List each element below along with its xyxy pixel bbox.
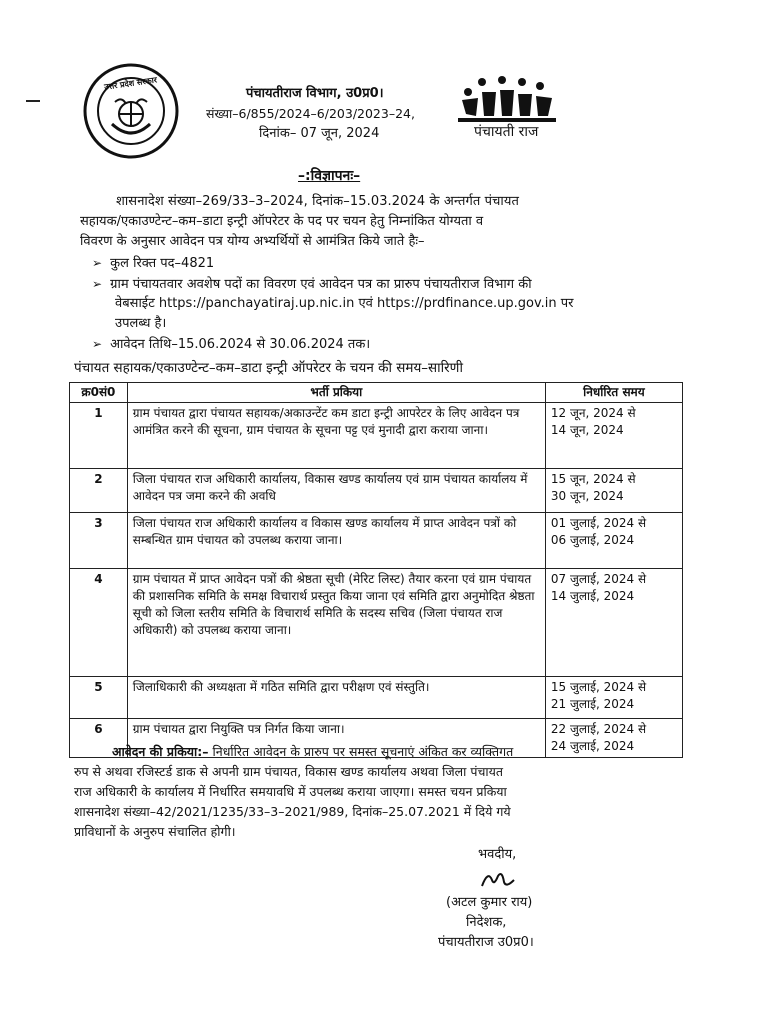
selection-schedule-table [69, 382, 683, 758]
header-schedule: निर्धारित समय [545, 383, 682, 403]
procedure-line-2: रुप से अथवा रजिस्टर्ड डाक से अपनी ग्राम पंचायत, विकास खण्ड कार्यालय अथवा जिला पंचायत [74, 764, 504, 779]
notice-title: –:विज्ञापनः– [298, 168, 361, 184]
row-dates: 15 जुलाई, 2024 से 21 जुलाई, 2024 [545, 677, 682, 719]
row-process: जिला पंचायत राज अधिकारी कार्यालय, विकास खण्ड कार्यालय एवं ग्राम पंचायत कार्यालय में आवेदन पत्र जमा करने की अवधि [127, 469, 545, 513]
row-serial: 3 [70, 513, 128, 569]
procedure-text: निर्धारित आवेदन के प्रारुप पर समस्त सूचनाएं अंकित कर व्यक्तिगत [212, 744, 514, 759]
arrow-bullet-icon: ➢ [92, 337, 103, 351]
row-dates: 07 जुलाई, 2024 से 14 जुलाई, 2024 [545, 569, 682, 677]
bullet-text: आवेदन तिथि–15.06.2024 से 30.06.2024 तक। [110, 337, 371, 352]
table-row [70, 513, 683, 569]
website-links[interactable]: वेबसाईट https://panchayatiraj.up.nic.in एवं https://prdfinance.up.gov.in पर [115, 296, 574, 311]
logo-caption: पंचायती राज [474, 124, 539, 140]
signatory-name: (अटल कुमार राय) [446, 895, 533, 910]
up-govt-emblem [82, 62, 180, 160]
procedure-line-3: राज अधिकारी के कार्यालय में निर्धारित समयावधि में उपलब्ध कराया जाएगा। समस्त चयन प्रकिया [74, 784, 507, 799]
arrow-bullet-icon: ➢ [92, 277, 103, 291]
panchayati-raj-logo [458, 74, 558, 124]
row-serial: 6 [70, 719, 128, 758]
bullet-total-posts [92, 255, 214, 272]
row-serial: 4 [70, 569, 128, 677]
arrow-bullet-icon: ➢ [92, 256, 103, 270]
signatory-office: पंचायतीराज उ0प्र0। [438, 935, 534, 950]
header-process: भर्ती प्रकिया [127, 383, 545, 403]
table-title: पंचायत सहायक/एकाउण्टेन्ट–कम–डाटा इन्ट्री ऑपरेटर के चयन की समय–सारिणी [74, 360, 463, 376]
table-row [70, 469, 683, 513]
closing: भवदीय, [478, 847, 517, 862]
table-row [70, 403, 683, 469]
margin-dash [26, 100, 40, 102]
procedure-label: आवेदन की प्रकिया:– [112, 744, 209, 759]
bullet-website-info [92, 276, 532, 293]
table-row [70, 677, 683, 719]
bullet-website-line-2 [115, 296, 573, 312]
bullet-text: कुल रिक्त पद–4821 [110, 256, 215, 271]
signature-mark [478, 866, 518, 892]
row-dates: 22 जुलाई, 2024 से 24 जुलाई, 2024 [545, 719, 682, 758]
emblem-text: उत्तर प्रदेश सरकार [103, 75, 158, 92]
row-serial: 5 [70, 677, 128, 719]
row-process: ग्राम पंचायत में प्राप्त आवेदन पत्रों की श्रेष्ठता सूची (मेरिट लिस्ट) तैयार करना एवं ग्राम पंचायत की प्रशासनिक समिति के समक्ष विचारार्थ प्रस्तुत किया जाना एवं समिति द्वारा अनुमोदित श्रेष्ठता सूची को जिला स्तरीय समिति के विचारार्थ समिति के सदस्य सचिव (जिला पंचायत राज अधिकारी) को उपलब्ध कराया जाना। [127, 569, 545, 677]
row-serial: 1 [70, 403, 128, 469]
row-dates: 12 जून, 2024 से 14 जून, 2024 [545, 403, 682, 469]
signatory-designation: निदेशक, [466, 915, 507, 930]
procedure-line-5: प्राविधानों के अनुरुप संचालित होगी। [74, 824, 236, 839]
ref-number: संख्या–6/855/2024–6/203/2023–24, [206, 106, 415, 121]
issue-date: दिनांक– 07 जून, 2024 [259, 126, 380, 141]
intro-line-3: विवरण के अनुसार आवेदन पत्र योग्य अभ्यर्थियों से आमंत्रित किये जाते हैः– [80, 234, 425, 249]
table-header-row [70, 383, 683, 403]
header-serial: क्र0सं0 [70, 383, 128, 403]
row-process: ग्राम पंचायत द्वारा पंचायत सहायक/अकाउन्टेंट कम डाटा इन्ट्री आपरेटर के लिए आवेदन पत्र आमंत्रित करने की सूचना, ग्राम पंचायत के सूचना पट्ट एवं मुनादी द्वारा कराया जाना। [127, 403, 545, 469]
row-process: ग्राम पंचायत द्वारा नियुक्ति पत्र निर्गत किया जाना। [127, 719, 545, 758]
intro-line-2: सहायक/एकाउण्टेन्ट–कम–डाटा इन्ट्री ऑपरेटर के पद पर चयन हेतु निम्नांकित योग्यता व [80, 214, 484, 229]
procedure-line-4: शासनादेश संख्या–42/2021/1235/33–3–2021/989, दिनांक–25.07.2021 में दिये गये [74, 804, 511, 819]
intro-line-1: शासनादेश संख्या–269/33–3–2024, दिनांक–15.03.2024 के अन्तर्गत पंचायत [116, 194, 519, 209]
dept-name: पंचायतीराज विभाग, उ0प्र0। [246, 86, 384, 101]
row-dates: 15 जून, 2024 से 30 जून, 2024 [545, 469, 682, 513]
row-serial: 2 [70, 469, 128, 513]
procedure-line-1 [112, 744, 513, 760]
bullet-application-date [92, 336, 370, 353]
table-row [70, 569, 683, 677]
row-process: जिला पंचायत राज अधिकारी कार्यालय व विकास खण्ड कार्यालय में प्राप्त आवेदन पत्रों को सम्बन्धित ग्राम पंचायत को उपलब्ध कराया जाना। [127, 513, 545, 569]
bullet-text: ग्राम पंचायतवार अवशेष पदों का विवरण एवं आवेदन पत्र का प्रारुप पंचायतीराज विभाग की [110, 277, 532, 292]
bullet-website-line-3: उपलब्ध है। [115, 316, 167, 331]
row-process: जिलाधिकारी की अध्यक्षता में गठित समिति द्वारा परीक्षण एवं संस्तुति। [127, 677, 545, 719]
row-dates: 01 जुलाई, 2024 से 06 जुलाई, 2024 [545, 513, 682, 569]
